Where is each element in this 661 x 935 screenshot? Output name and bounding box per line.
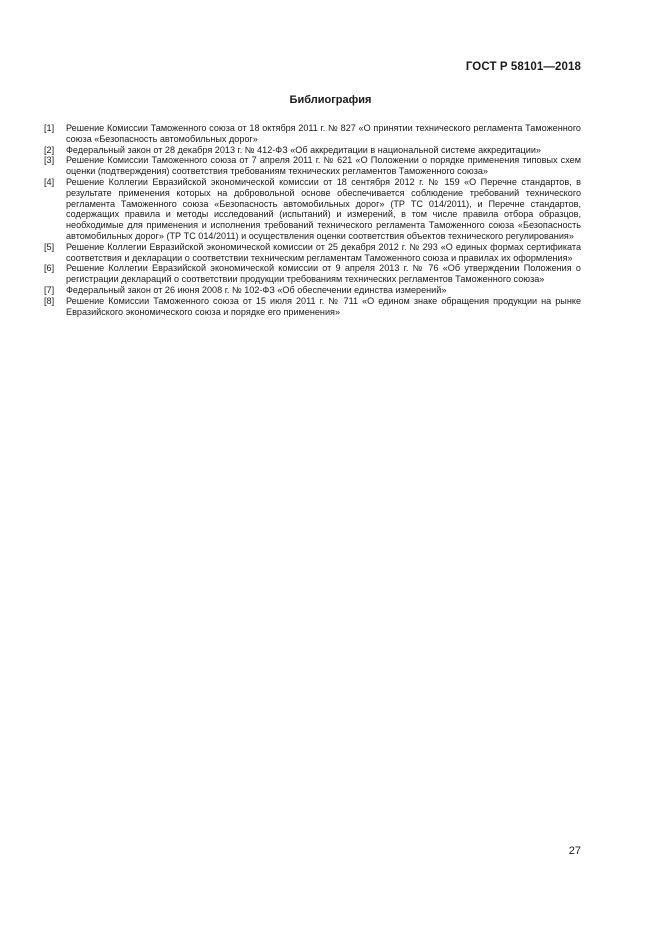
bibliography-number: [3] xyxy=(44,155,55,166)
bibliography-text: Решение Комиссии Таможенного союза от 15 июля 2011 г. № 711 «О едином знаке обращения продукции на рынке Евразийского экономического союза и порядке его применения» xyxy=(66,295,581,317)
bibliography-text: Решение Комиссии Таможенного союза от 7 апреля 2011 г. № 621 «О Положении о порядке применения типовых схем оценки (подтверждения) соответствия требованиям технических регламентов Таможенного союза» xyxy=(66,155,581,177)
bibliography-item xyxy=(44,123,581,145)
bibliography-number: [2] xyxy=(44,144,55,155)
bibliography-number: [1] xyxy=(44,123,55,133)
bibliography-list xyxy=(44,123,581,317)
bibliography-item xyxy=(44,263,581,285)
bibliography-number: [6] xyxy=(44,263,55,274)
bibliography-text: Решение Коллегии Евразийской экономической комиссии от 9 апреля 2013 г. № 76 «Об утверждении Положения о регистрации деклараций о соответствии продукции требованиям технических регламентов Таможенного союза» xyxy=(66,263,581,285)
section-title: Библиография xyxy=(289,94,372,106)
bibliography-text: Федеральный закон от 28 декабря 2013 г. № 412-ФЗ «Об аккредитации в национальной системе аккредитации» xyxy=(66,144,541,155)
document-code: ГОСТ Р 58101—2018 xyxy=(465,61,581,73)
bibliography-item xyxy=(44,285,581,296)
bibliography-number: [4] xyxy=(44,176,55,187)
bibliography-text: Решение Коллегии Евразийской экономической комиссии от 18 сентября 2012 г. № 159 «О Перечне стандартов, в результате применения которых на добровольной основе обеспечивается соблюдение требований технического регламента Таможенного союза «Безопасность автомобильных дорог» (ТР ТС 014/2011), и Перечне стандартов, содержащих правила и методы исследований (испытаний) и измерений, в том числе правила отбора образцов, необходимые для применения и исполнения требований технического регламента Таможенного союза «Безопасность автомобильных дорог» (ТР ТС 014/2011) и осуществления оценки соответствия объектов технического регулирования» xyxy=(66,176,581,241)
bibliography-item xyxy=(44,296,581,318)
bibliography-number: [7] xyxy=(44,284,55,295)
bibliography-number: [5] xyxy=(44,241,55,252)
bibliography-text: Решение Комиссии Таможенного союза от 18 октября 2011 г. № 827 «О принятии технического регламента Таможенного союза «Безопасность автомобильных дорог» xyxy=(66,123,581,144)
bibliography-text: Федеральный закон от 26 июня 2008 г. № 102-ФЗ «Об обеспечении единства измерений» xyxy=(66,284,447,295)
bibliography-item xyxy=(44,145,581,156)
bibliography-item xyxy=(44,155,581,177)
bibliography-item xyxy=(44,242,581,264)
bibliography-item xyxy=(44,177,581,242)
page-number: 27 xyxy=(568,845,581,857)
bibliography-text: Решение Коллегии Евразийской экономической комиссии от 25 декабря 2012 г. № 293 «О единых формах сертификата соответствия и декларации о соответствии техническим регламентам Таможенного союза и правилах их оформления» xyxy=(66,241,581,263)
bibliography-number: [8] xyxy=(44,295,55,306)
